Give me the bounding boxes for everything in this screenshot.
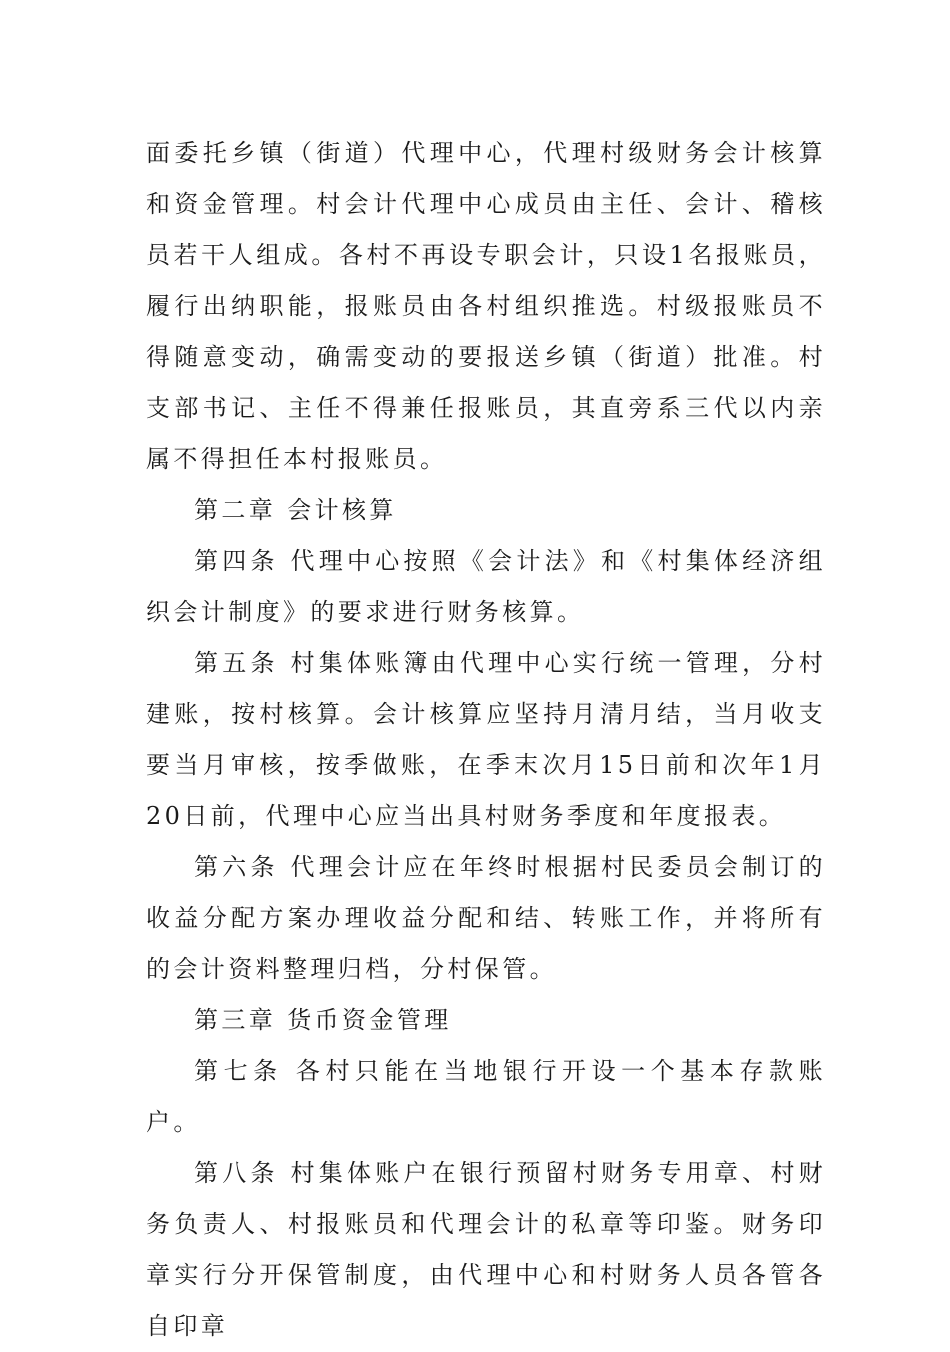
chapter-heading-3: 第三章 货币资金管理 bbox=[194, 1006, 452, 1034]
article-7-paragraph: 第七条 各村只能在当地银行开设一个基本存款账户。 bbox=[146, 1057, 826, 1136]
paragraph-continuation: 面委托乡镇（街道）代理中心，代理村级财务会计核算和资金管理。村会计代理中心成员由主任、会计、稽核员若干人组成。各村不再设专职会计，只设1名报账员，履行出纳职能，报账员由各村组织推选。村级报账员不得随意变动，确需变动的要报送乡镇（街道）批准。村支部书记、主任不得兼任报账员，其直旁系三代以内亲属不得担任本村报账员。 bbox=[146, 139, 826, 473]
article-5-paragraph: 第五条 村集体账簿由代理中心实行统一管理，分村建账，按村核算。会计核算应坚持月清月结，当月收支要当月审核，按季做账，在季末次月15日前和次年1月20日前，代理中心应当出具村财务季度和年度报表。 bbox=[146, 649, 826, 830]
article-8-paragraph: 第八条 村集体账户在银行预留村财务专用章、村财务负责人、村报账员和代理会计的私章等印鉴。财务印章实行分开保管制度，由代理中心和村财务人员各管各自印章 bbox=[146, 1159, 826, 1340]
document-page bbox=[146, 128, 826, 1352]
chapter-heading-2: 第二章 会计核算 bbox=[194, 496, 397, 524]
article-6-paragraph: 第六条 代理会计应在年终时根据村民委员会制订的收益分配方案办理收益分配和结、转账工作，并将所有的会计资料整理归档，分村保管。 bbox=[146, 853, 826, 983]
article-4-paragraph: 第四条 代理中心按照《会计法》和《村集体经济组织会计制度》的要求进行财务核算。 bbox=[146, 547, 826, 626]
